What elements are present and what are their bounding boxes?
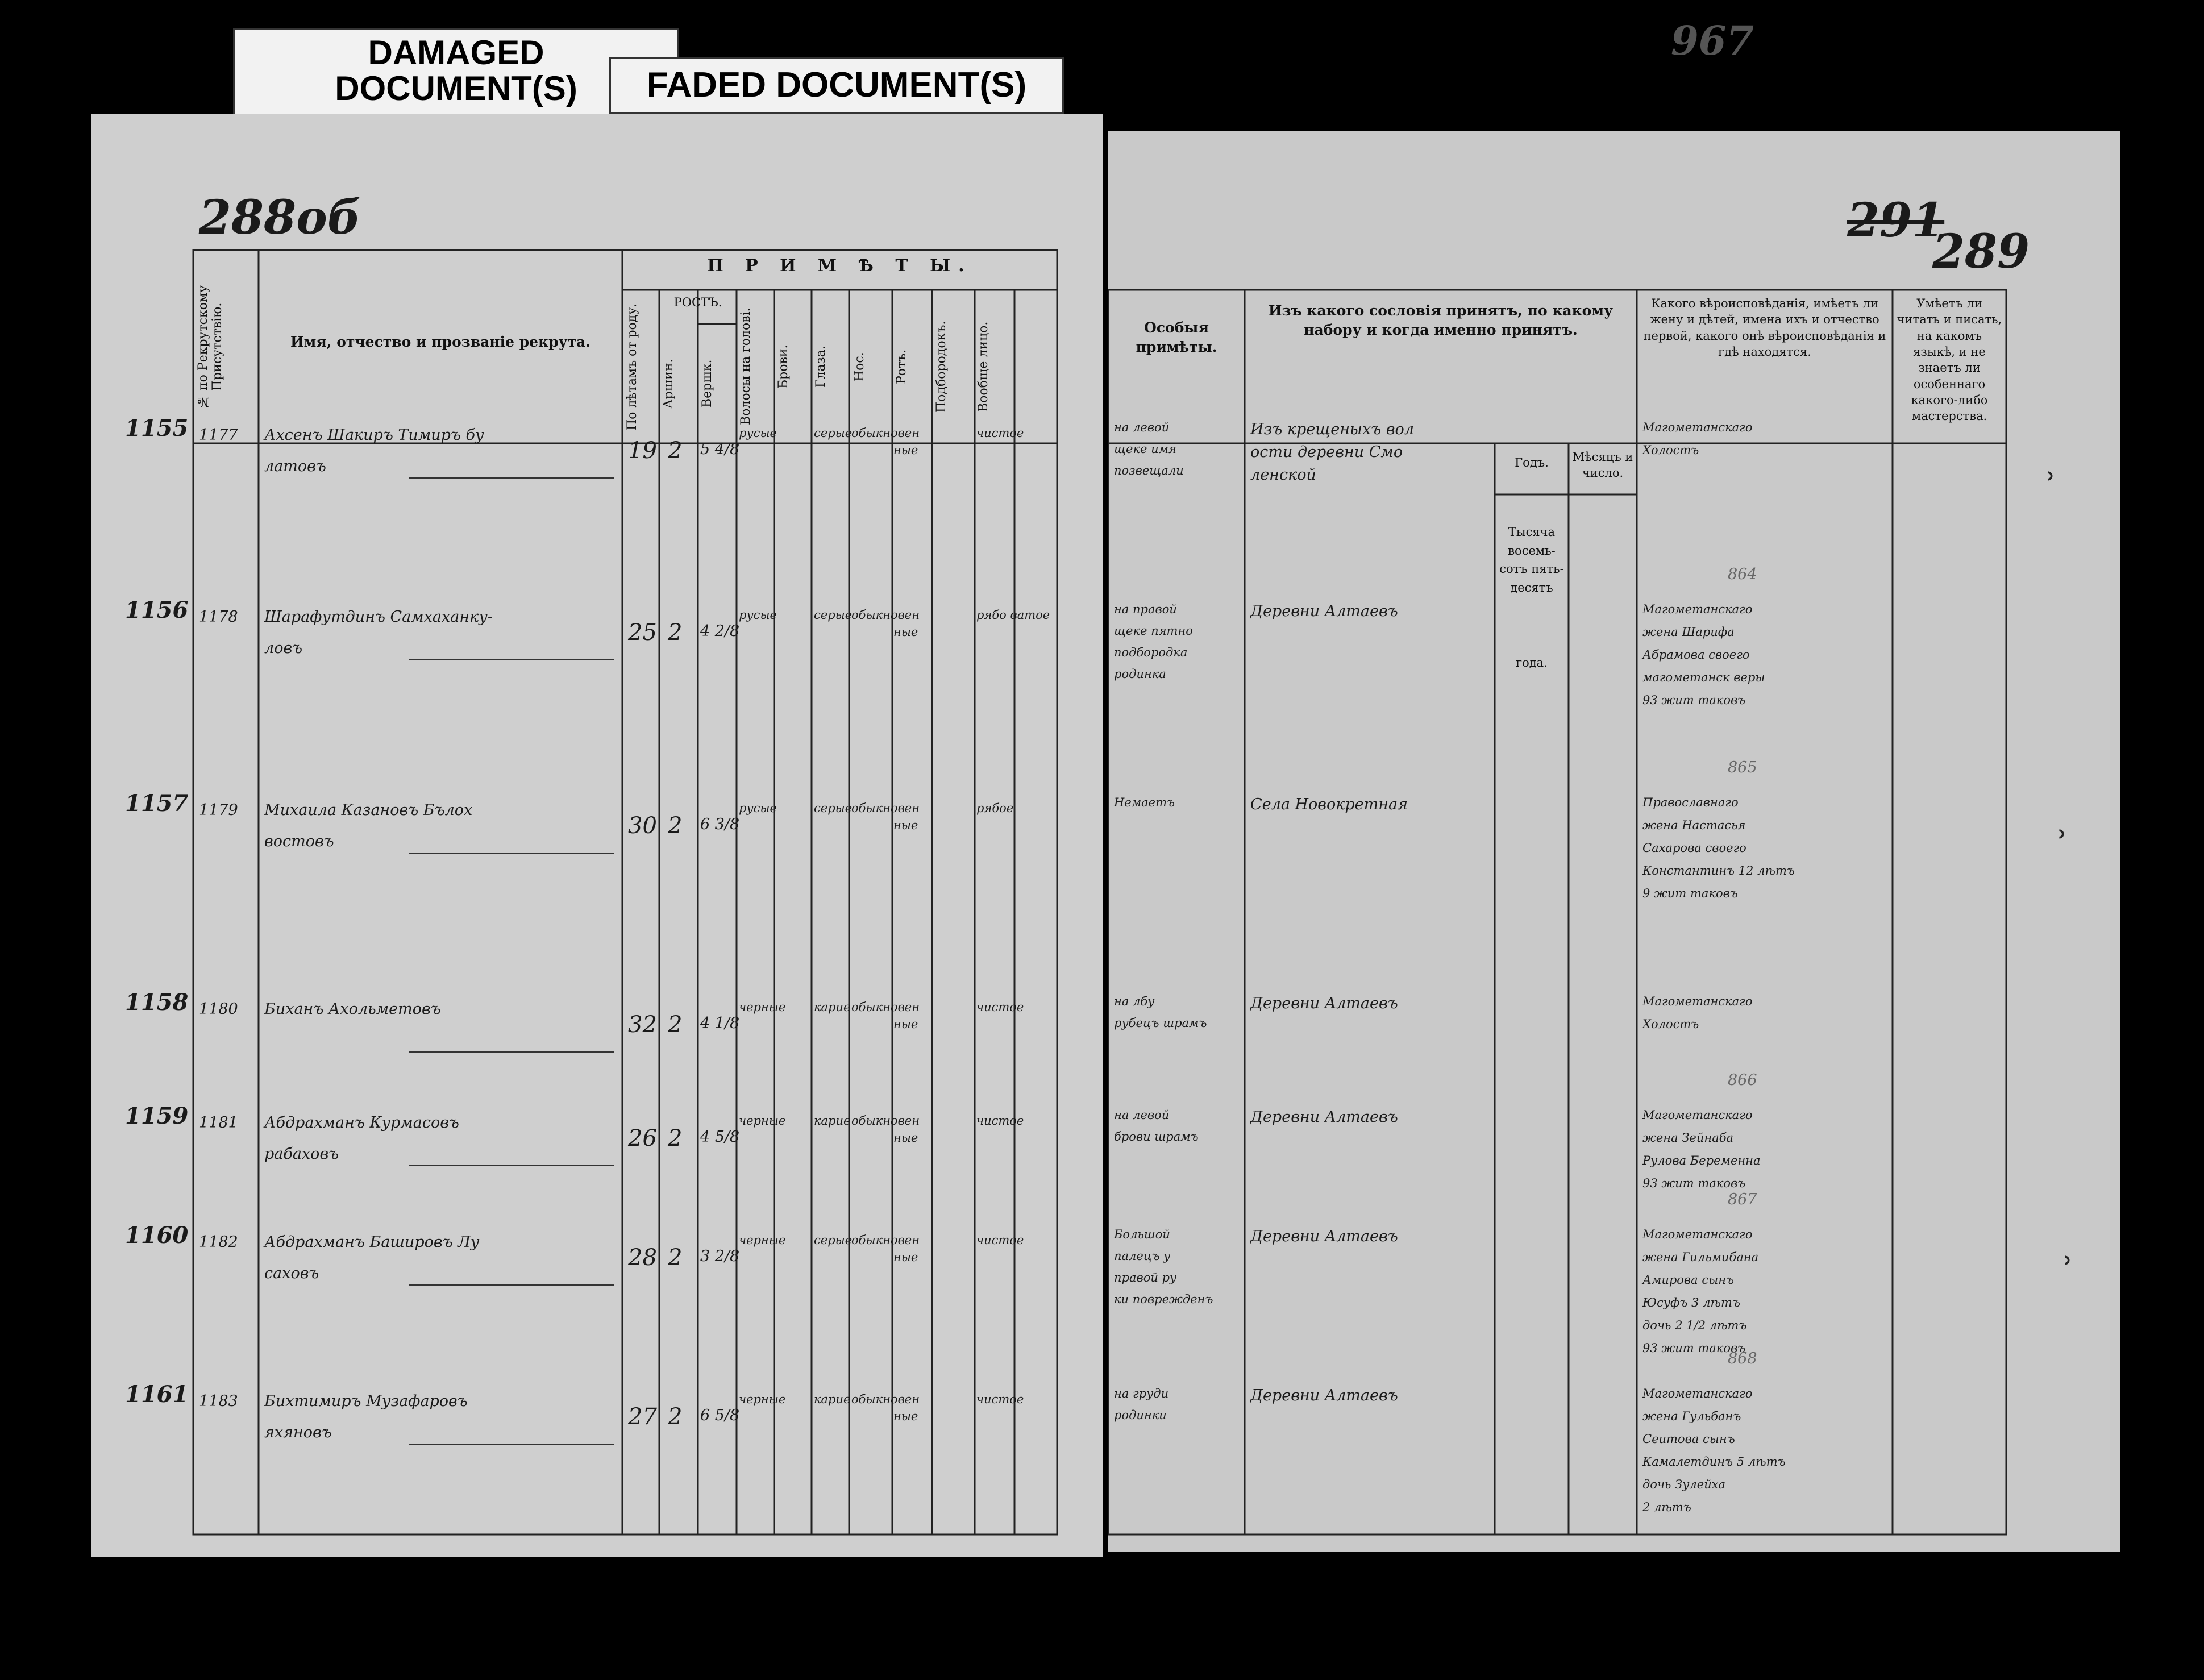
- folio-right-crossed: 291: [1847, 193, 1945, 248]
- margin-mark: ʾ: [2063, 1250, 2074, 1290]
- row-religion: Магометанскаго: [1642, 602, 1753, 616]
- row-recruit-number: 1179: [199, 801, 238, 819]
- row-hair: черные: [739, 1392, 786, 1406]
- row-estate: Деревни Алтаевъ: [1250, 602, 1398, 620]
- header-recruit-name: Имя, отчество и прозваніе рекрута.: [290, 334, 590, 350]
- header-face: Вообще лицо.: [976, 321, 991, 412]
- row-religion: дочь 2 1/2 лѣтъ: [1642, 1319, 1747, 1332]
- row-eyes: серые: [814, 608, 853, 622]
- row-reference-number: 866: [1728, 1071, 1757, 1089]
- row-arshin: 2: [668, 1125, 683, 1151]
- row-special-marks: родинка: [1114, 667, 1166, 681]
- row-arshin: 2: [668, 1012, 683, 1038]
- row-face: чистое: [976, 1392, 1024, 1406]
- row-mouth: ные: [893, 1131, 918, 1145]
- header-estate: Изъ какого сословія принятъ, по какому набору и когда именно принятъ.: [1268, 302, 1614, 338]
- row-name-rule: [409, 1284, 614, 1286]
- row-estate: ленской: [1250, 466, 1316, 484]
- row-reference-number: 864: [1728, 565, 1757, 583]
- row-hair: русые: [739, 608, 777, 622]
- row-estate: Деревни Алтаевъ: [1250, 1387, 1398, 1404]
- row-arshin: 2: [668, 1245, 683, 1271]
- row-religion: Абрамова своего: [1642, 648, 1750, 662]
- damaged-stamp-line-2: DOCUMENT(S): [335, 69, 577, 107]
- row-hair: черные: [739, 1114, 786, 1128]
- row-recruit-name: рабаховъ: [264, 1145, 339, 1163]
- header-primety: П Р И М Ѣ Т Ы.: [707, 256, 972, 276]
- row-religion: жена Зейнаба: [1642, 1131, 1734, 1145]
- row-recruit-name: Михаила Казановъ Бълох: [264, 801, 473, 819]
- row-religion: Магометанскаго: [1642, 995, 1753, 1008]
- header-eyes: Глаза.: [814, 346, 828, 388]
- row-recruit-name: Абдрахманъ Курмасовъ: [264, 1114, 459, 1132]
- header-hair: Волосы на голові.: [739, 307, 753, 426]
- row-religion: дочь Зулейха: [1642, 1478, 1726, 1491]
- header-special-marks: Особыя примѣты.: [1136, 319, 1217, 355]
- row-recruit-number: 1183: [199, 1392, 238, 1410]
- row-recruit-name: Бихтимиръ Музафаровъ: [264, 1392, 468, 1410]
- header-nose: Нос.: [853, 352, 867, 381]
- row-nose: обыкновен: [851, 1000, 920, 1014]
- row-margin-number: 1155: [125, 415, 189, 442]
- header-recruit-number: № по Рекрутскому Присутствію.: [196, 285, 224, 409]
- damaged-stamp-line-1: DAMAGED: [368, 34, 544, 72]
- row-religion: Магометанскаго: [1642, 421, 1753, 434]
- row-name-rule: [409, 853, 614, 854]
- row-special-marks: на правой: [1114, 602, 1177, 616]
- header-literacy: Умѣетъ ли читать и писать, на какомъ языкѣ, и не знаетъ ли особеннаго какого-либо мастерства.: [1897, 297, 2002, 423]
- row-age: 27: [628, 1404, 657, 1430]
- row-vershok: 4 1/8: [700, 1014, 740, 1032]
- right-table: [1108, 131, 2120, 1552]
- row-special-marks: на лбу: [1114, 995, 1155, 1008]
- row-estate: Деревни Алтаевъ: [1250, 1228, 1398, 1245]
- row-mouth: ные: [893, 1017, 918, 1031]
- header-religion: Какого вѣроисповѣданія, имѣетъ ли жену и дѣтей, имена ихъ и отчество первой, какого онѣ вѣроисповѣданія и гдѣ находятся.: [1643, 297, 1886, 359]
- header-year: Годъ.: [1515, 456, 1549, 469]
- row-mouth: ные: [893, 443, 918, 457]
- row-special-marks: на левой: [1114, 1108, 1170, 1122]
- faded-documents-stamp: FADED DOCUMENT(S): [609, 57, 1064, 114]
- row-nose: обыкновен: [851, 1233, 920, 1247]
- year-printed-text: [1496, 523, 1567, 672]
- row-mouth: ные: [893, 818, 918, 832]
- row-religion: Сеитова сынъ: [1642, 1432, 1735, 1446]
- row-special-marks: подбородка: [1114, 646, 1188, 659]
- row-recruit-number: 1178: [199, 608, 238, 626]
- row-age: 19: [628, 438, 657, 464]
- margin-mark: ʾ: [2046, 466, 2057, 506]
- row-special-marks: щеке пятно: [1114, 624, 1193, 638]
- row-eyes: серые: [814, 801, 853, 815]
- row-hair: черные: [739, 1233, 786, 1247]
- year-text-1: Тысяча: [1508, 525, 1556, 539]
- row-arshin: 2: [668, 1404, 683, 1430]
- row-religion: Амирова сынъ: [1642, 1273, 1735, 1287]
- row-face: рябо ватое: [976, 608, 1050, 622]
- year-text-3: сотъ пять-: [1499, 562, 1564, 576]
- header-chin: Подбородокъ.: [934, 321, 949, 413]
- year-text-5: года.: [1516, 656, 1548, 670]
- row-reference-number: 865: [1728, 759, 1757, 776]
- margin-mark: ʾ: [2057, 824, 2068, 864]
- row-religion: жена Гульбанъ: [1642, 1409, 1741, 1423]
- row-eyes: серые: [814, 426, 853, 440]
- row-vershok: 4 2/8: [700, 622, 740, 640]
- row-recruit-name: яхяновъ: [264, 1424, 332, 1441]
- row-recruit-number: 1181: [199, 1114, 238, 1132]
- row-mouth: ные: [893, 625, 918, 639]
- row-face: рябое: [976, 801, 1014, 815]
- row-religion: жена Гильмибана: [1642, 1250, 1759, 1264]
- row-arshin: 2: [668, 813, 683, 839]
- row-religion: 2 лѣтъ: [1642, 1500, 1691, 1514]
- row-recruit-name: латовъ: [264, 458, 326, 475]
- row-religion: Рулова Беременна: [1642, 1154, 1761, 1167]
- row-religion: магометанск веры: [1642, 671, 1765, 684]
- row-hair: русые: [739, 801, 777, 815]
- header-age: По лѣтамъ от роду.: [625, 303, 639, 430]
- folio-top-edge: 967: [1671, 17, 1754, 64]
- row-religion: Православнаго: [1642, 796, 1739, 809]
- left-table: [91, 114, 1103, 1557]
- row-face: чистое: [976, 1000, 1024, 1014]
- header-rost: РОСТЪ.: [673, 296, 722, 309]
- row-margin-number: 1158: [125, 989, 189, 1016]
- row-name-rule: [409, 1051, 614, 1053]
- row-religion: Константинъ 12 лѣтъ: [1642, 864, 1795, 878]
- row-face: чистое: [976, 1233, 1024, 1247]
- row-name-rule: [409, 477, 614, 479]
- header-mouth: Ротъ.: [895, 349, 909, 384]
- row-special-marks: на левой: [1114, 421, 1170, 434]
- row-religion: Магометанскаго: [1642, 1108, 1753, 1122]
- row-name-rule: [409, 1444, 614, 1445]
- header-brows: Брови.: [776, 344, 791, 389]
- row-eyes: серые: [814, 1233, 853, 1247]
- row-recruit-name: Ахсенъ Шакиръ Тимиръ бу: [264, 426, 484, 444]
- row-special-marks: правой ру: [1114, 1271, 1177, 1284]
- row-recruit-name: Биханъ Ахольметовъ: [264, 1000, 441, 1018]
- header-month: Мѣсяцъ и число.: [1572, 450, 1633, 480]
- row-nose: обыкновен: [851, 608, 920, 622]
- row-mouth: ные: [893, 1250, 918, 1264]
- year-text-2: восемь-: [1508, 543, 1556, 558]
- row-name-rule: [409, 1165, 614, 1166]
- row-estate: ости деревни Смо: [1250, 443, 1403, 461]
- row-recruit-name: саховъ: [264, 1265, 319, 1282]
- row-special-marks: щеке имя: [1114, 442, 1176, 456]
- row-religion: жена Настасья: [1642, 818, 1746, 832]
- row-recruit-number: 1177: [199, 426, 238, 444]
- row-reference-number: 867: [1728, 1191, 1757, 1208]
- row-recruit-number: 1180: [199, 1000, 238, 1018]
- row-religion: Магометанскаго: [1642, 1387, 1753, 1400]
- row-religion: жена Шарифа: [1642, 625, 1735, 639]
- row-vershok: 6 5/8: [700, 1407, 740, 1424]
- row-religion: 93 жит таковъ: [1642, 1176, 1746, 1190]
- row-nose: обыкновен: [851, 426, 920, 440]
- row-age: 28: [628, 1245, 657, 1271]
- row-recruit-name: Шарафутдинъ Самхаханку-: [264, 608, 493, 626]
- header-vershok: Вершк.: [700, 359, 714, 408]
- row-recruit-number: 1182: [199, 1233, 238, 1251]
- row-age: 30: [628, 813, 657, 839]
- row-special-marks: Немаетъ: [1114, 796, 1175, 809]
- row-hair: черные: [739, 1000, 786, 1014]
- row-nose: обыкновен: [851, 1392, 920, 1406]
- folio-left: 288об: [199, 190, 361, 245]
- row-margin-number: 1161: [125, 1381, 189, 1408]
- row-religion: Камалетдинъ 5 лѣтъ: [1642, 1455, 1786, 1469]
- row-religion: 93 жит таковъ: [1642, 1341, 1746, 1355]
- row-margin-number: 1156: [125, 597, 189, 623]
- row-recruit-name: Абдрахманъ Башировъ Лу: [264, 1233, 480, 1251]
- row-vershok: 4 5/8: [700, 1128, 740, 1146]
- row-name-rule: [409, 659, 614, 660]
- row-nose: обыкновен: [851, 801, 920, 815]
- row-margin-number: 1159: [125, 1103, 189, 1129]
- row-age: 32: [628, 1012, 657, 1038]
- row-arshin: 2: [668, 438, 683, 464]
- row-special-marks: позвещали: [1114, 464, 1184, 477]
- row-nose: обыкновен: [851, 1114, 920, 1128]
- year-text-4: десятъ: [1510, 580, 1553, 594]
- row-special-marks: родинки: [1114, 1408, 1167, 1422]
- row-vershok: 3 2/8: [700, 1247, 740, 1265]
- row-face: чистое: [976, 426, 1024, 440]
- row-margin-number: 1160: [125, 1222, 189, 1249]
- row-reference-number: 868: [1728, 1350, 1757, 1367]
- row-estate: Села Новокретная: [1250, 796, 1408, 813]
- row-margin-number: 1157: [125, 790, 189, 817]
- right-page: [1108, 131, 2120, 1552]
- row-special-marks: Большой: [1114, 1228, 1170, 1241]
- header-arshin: Аршин.: [662, 359, 676, 409]
- row-eyes: карие: [814, 1392, 851, 1406]
- left-page: [91, 114, 1103, 1557]
- row-religion: Магометанскаго: [1642, 1228, 1753, 1241]
- row-eyes: карие: [814, 1000, 851, 1014]
- row-special-marks: на груди: [1114, 1387, 1169, 1400]
- row-recruit-name: востовъ: [264, 833, 334, 850]
- row-religion: Холостъ: [1642, 1017, 1699, 1031]
- row-religion: Сахарова своего: [1642, 841, 1746, 855]
- row-religion: Юсуфъ 3 лѣтъ: [1642, 1296, 1740, 1309]
- row-vershok: 5 4/8: [700, 440, 740, 458]
- row-special-marks: брови шрамъ: [1114, 1130, 1199, 1143]
- row-hair: русые: [739, 426, 777, 440]
- row-face: чистое: [976, 1114, 1024, 1128]
- row-recruit-name: ловъ: [264, 639, 303, 657]
- row-special-marks: палецъ у: [1114, 1249, 1171, 1263]
- row-estate: Деревни Алтаевъ: [1250, 1108, 1398, 1126]
- row-religion: 9 жит таковъ: [1642, 887, 1738, 900]
- row-vershok: 6 3/8: [700, 816, 740, 833]
- row-special-marks: рубецъ шрамъ: [1114, 1016, 1207, 1030]
- row-age: 25: [628, 619, 657, 646]
- row-religion: Холостъ: [1642, 443, 1699, 457]
- row-estate: Изъ крещеныхъ вол: [1250, 421, 1414, 438]
- row-religion: 93 жит таковъ: [1642, 693, 1746, 707]
- row-age: 26: [628, 1125, 657, 1151]
- row-eyes: карие: [814, 1114, 851, 1128]
- row-estate: Деревни Алтаевъ: [1250, 995, 1398, 1012]
- row-mouth: ные: [893, 1409, 918, 1423]
- row-special-marks: ки поврежденъ: [1114, 1292, 1213, 1306]
- folio-right: 289: [1932, 224, 2030, 279]
- row-arshin: 2: [668, 619, 683, 646]
